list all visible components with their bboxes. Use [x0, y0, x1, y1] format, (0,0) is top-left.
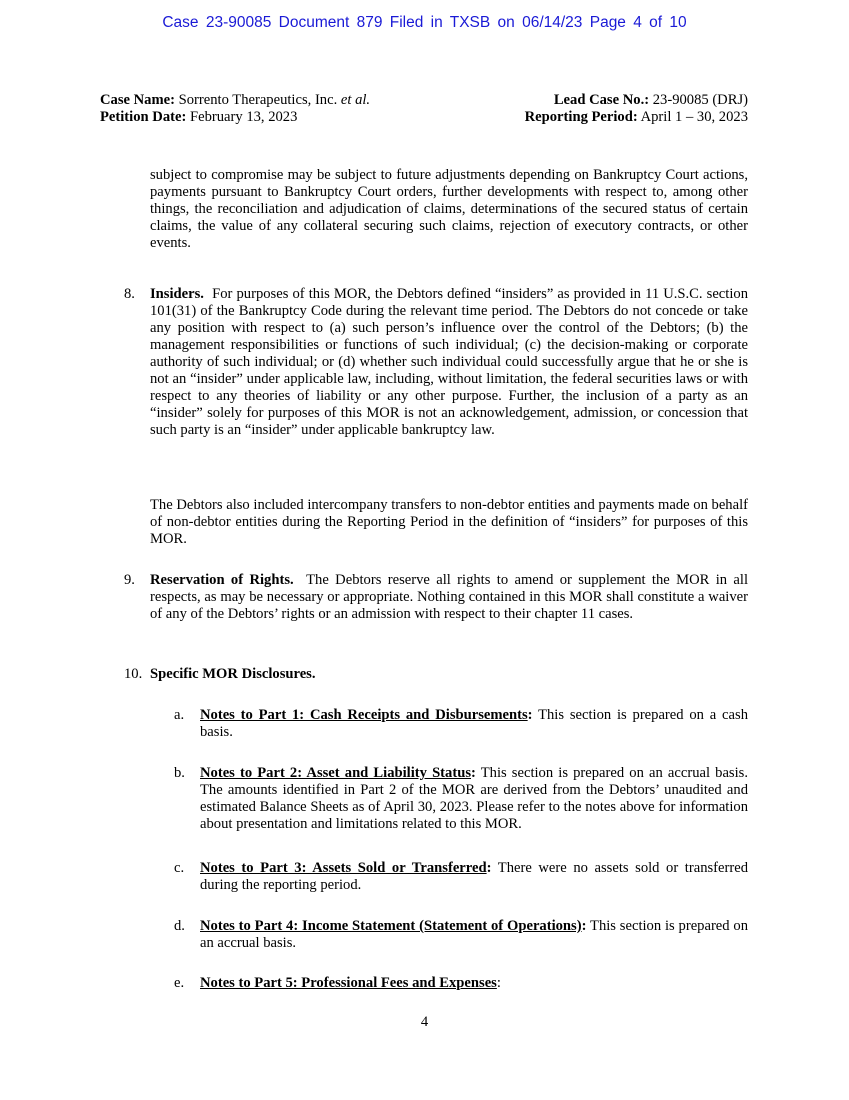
subitem-c-letter: c.: [174, 860, 185, 876]
subitem-e-letter: e.: [174, 975, 185, 991]
item-10-number: 10.: [124, 666, 143, 682]
filing-stamp: Case 23-90085 Document 879 Filed in TXSB on 06/14/23 Page 4 of 10: [162, 14, 687, 31]
subitem-e: Notes to Part 5: Professional Fees and Expenses:: [200, 975, 501, 991]
page-number: 4: [420, 1014, 429, 1030]
item-8-insiders: Insiders. For purposes of this MOR, the Debtors defined “insiders” as provided in 11 U.S.C. section 101(31) of the Bankruptcy Code during the relevant time period. The Debtors do not concede or take any position with respect to (a) such person’s influence over the control of the Debtors; (b) the management responsibilities or functions of such individual; (c) the decision-making or corporate authority of such individual; or (d) whether such individual could successfully argue that he or she is not an “insider” under applicable law, including, without limitation, the federal securities laws or with respect to any theories of liability or any other purpose. Further, the inclusion of a party as an “insider” solely for purposes of this MOR is not an acknowledgement, admission, or concession that such party is an “insider” under applicable bankruptcy law.: [150, 286, 748, 438]
item-9-reservation: Reservation of Rights. The Debtors reserve all rights to amend or supplement the MOR in all respects, as may be necessary or appropriate. Nothing contained in this MOR shall constitute a waiver of any of the Debtors’ rights or an admission with respect to their chapter 11 cases.: [150, 572, 748, 622]
petition-date: Petition Date: February 13, 2023: [100, 109, 298, 125]
case-name: Case Name: Sorrento Therapeutics, Inc. et al.: [100, 92, 371, 108]
reporting-period: Reporting Period: April 1 – 30, 2023: [524, 109, 748, 125]
lead-case-number: Lead Case No.: 23-90085 (DRJ): [553, 92, 748, 108]
subitem-b: Notes to Part 2: Asset and Liability Status: This section is prepared on an accrual basis. The amounts identified in Part 2 of the MOR are derived from the Debtors’ unaudited and estimated Balance Sheets as of April 30, 2023. Please refer to the notes above for information about presentation and limitations related to this MOR.: [200, 765, 748, 832]
subitem-d-letter: d.: [174, 918, 185, 934]
subitem-a-letter: a.: [174, 707, 185, 723]
item-10-title: Specific MOR Disclosures.: [150, 666, 316, 682]
document-header: [100, 92, 748, 126]
item-8-paragraph-2: The Debtors also included intercompany transfers to non-debtor entities and payments made on behalf of non-debtor entities during the Reporting Period in the definition of “insiders” for purposes of this MOR.: [150, 497, 748, 547]
item-8-number: 8.: [124, 286, 135, 302]
subitem-b-letter: b.: [174, 765, 185, 781]
subitem-d: Notes to Part 4: Income Statement (Statement of Operations): This section is prepared on an accrual basis.: [200, 918, 748, 951]
intro-paragraph: subject to compromise may be subject to future adjustments depending on Bankruptcy Court actions, payments pursuant to Bankruptcy Court orders, further developments with respect to, among other things, the reconciliation and adjudication of claims, determinations of the secured status of certain claims, the value of any collateral securing such claims, rejection of executory contracts, or other events.: [150, 167, 748, 251]
subitem-c: Notes to Part 3: Assets Sold or Transferred: There were no assets sold or transferred during the reporting period.: [200, 860, 748, 893]
item-9-number: 9.: [124, 572, 135, 588]
subitem-a: Notes to Part 1: Cash Receipts and Disbursements: This section is prepared on a cash basis.: [200, 707, 748, 740]
